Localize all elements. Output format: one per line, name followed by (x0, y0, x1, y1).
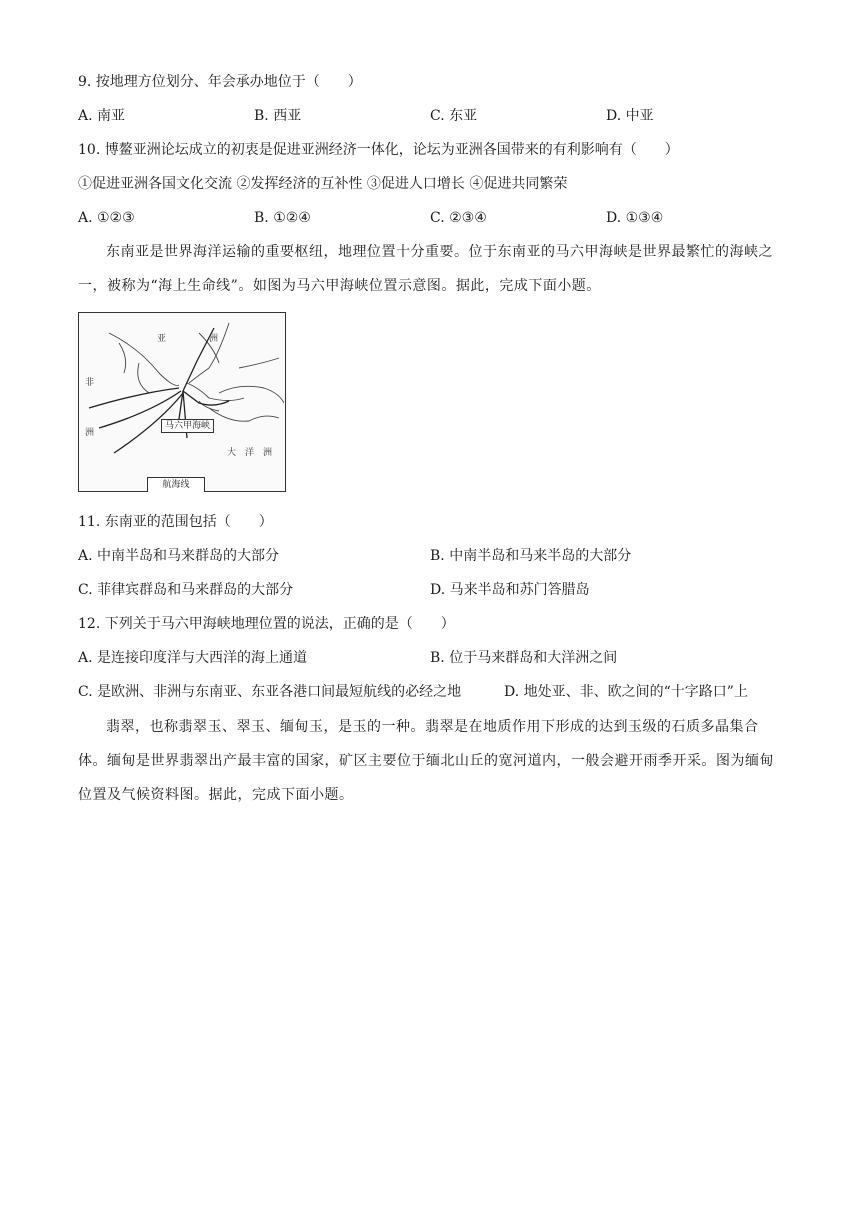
q12-option-b: B. 位于马来群岛和大洋洲之间 (430, 650, 618, 666)
q9-option-b: B. 西亚 (254, 108, 302, 124)
q10-option-b: B. ①②④ (254, 210, 311, 226)
map-label-ocean-1: 大 (227, 448, 237, 458)
q11-option-c: C. 菲律宾群岛和马来群岛的大部分 (78, 582, 294, 598)
map-label-ocean-3: 洲 (263, 448, 273, 458)
q11-option-d: D. 马来半岛和苏门答腊岛 (430, 582, 590, 598)
q11-stem: 11. 东南亚的范围包括（ ） (78, 514, 273, 530)
q12-option-c: C. 是欧洲、非洲与东南亚、东亚各港口间最短航线的必经之地 (78, 684, 462, 700)
q10-stem: 10. 博鳌亚洲论坛成立的初衷是促进亚洲经济一体化，论坛为亚洲各国带来的有利影响有（ ） (78, 142, 679, 158)
q12-stem: 12. 下列关于马六甲海峡地理位置的说法，正确的是（ ） (78, 616, 455, 632)
map-label-asia-1: 亚 (157, 334, 167, 344)
q11-option-b: B. 中南半岛和马来半岛的大部分 (430, 548, 632, 564)
q10-statements: ①促进亚洲各国文化交流 ②发挥经济的互补性 ③促进人口增长 ④促进共同繁荣 (78, 176, 568, 192)
map-legend: 航海线 (147, 477, 205, 492)
q10-option-c: C. ②③④ (430, 210, 487, 226)
q9-stem: 9. 按地理方位划分、年会承办地位于（ ） (78, 74, 362, 90)
q11-option-a: A. 中南半岛和马来群岛的大部分 (78, 548, 280, 564)
map-lines (79, 313, 284, 490)
map-label-asia-2: 洲 (209, 334, 219, 344)
map-label-ocean-2: 洋 (245, 448, 255, 458)
q9-option-a: A. 南亚 (78, 108, 126, 124)
malacca-map (78, 312, 286, 492)
map-label-left-1: 非 (85, 378, 95, 388)
q12-option-a: A. 是连接印度洋与大西洋的海上通道 (78, 650, 308, 666)
passage-jadeite: 翡翠，也称翡翠玉、翠玉、缅甸玉，是玉的一种。翡翠是在地质作用下形成的达到玉级的石质多晶集合体。缅甸是世界翡翠出产最丰富的国家，矿区主要位于缅北山丘的宽河道内，一般会避开雨季开采。图为缅甸位置及气候资料图。据此，完成下面小题。 (78, 719, 774, 803)
map-label-left-2: 洲 (85, 428, 95, 438)
passage-malacca: 东南亚是世界海洋运输的重要枢纽，地理位置十分重要。位于东南亚的马六甲海峡是世界最繁忙的海峡之一，被称为“海上生命线”。如图为马六甲海峡位置示意图。据此，完成下面小题。 (78, 244, 773, 294)
q10-option-d: D. ①③④ (606, 210, 664, 226)
q10-option-a: A. ①②③ (78, 210, 135, 226)
q12-option-d: D. 地处亚、非、欧之间的“十字路口”上 (504, 684, 748, 700)
map-label-strait: 马六甲海峡 (161, 419, 214, 433)
q9-option-c: C. 东亚 (430, 108, 478, 124)
q9-option-d: D. 中亚 (606, 108, 654, 124)
